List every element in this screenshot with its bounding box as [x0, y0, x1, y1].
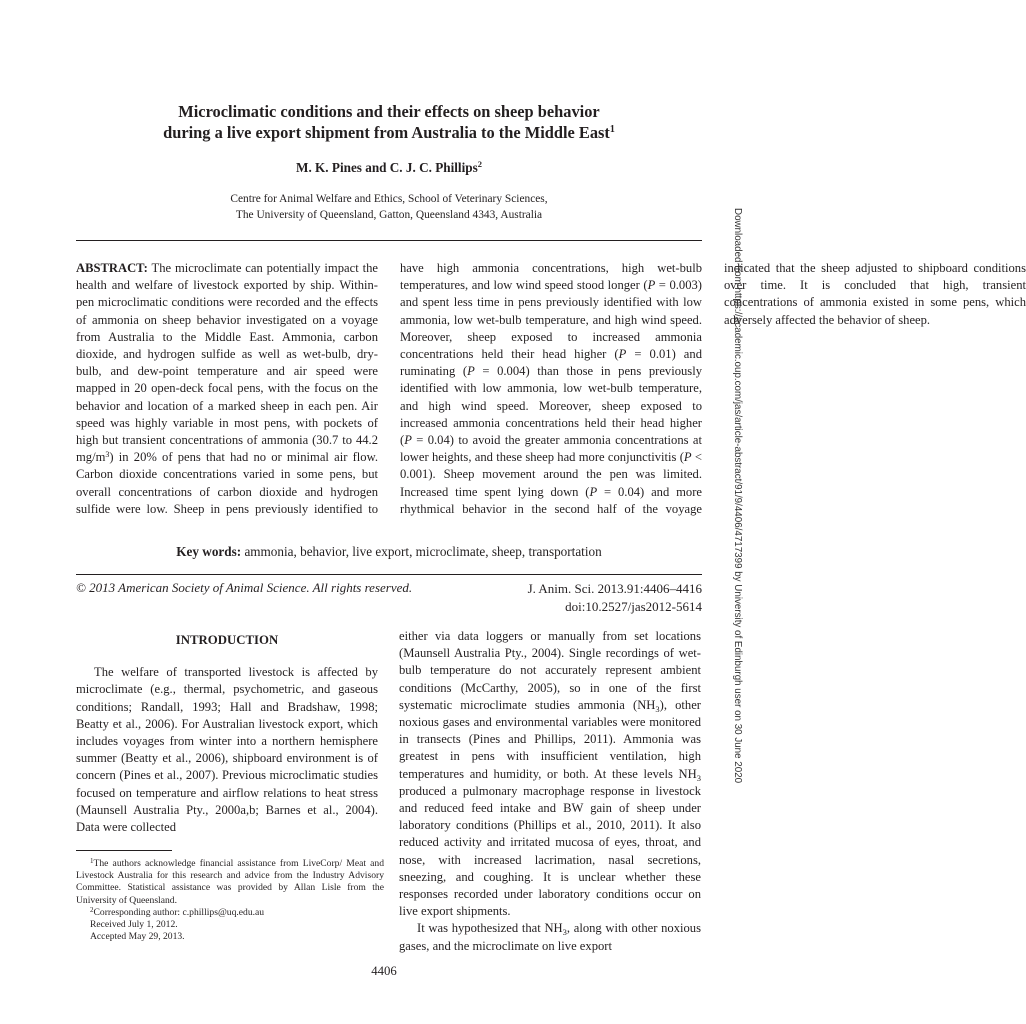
- intro-paragraph-1: The welfare of transported livestock is affected by microclimate (e.g., thermal, psychometric, and gaseous conditions; Randall, 1993; Hall and Bradshaw, 1998; Beatty et al., 2006). For Australian livestock export, which includes voyages from winter into a northern hemisphere summer (Beatty et al., 2006), shipboard environment is of concern (Pines et al., 2007). Previous microclimatic studies focused on temperature and airflow relations to heat stress (Maunsell Australia Pty., 2000a,b; Barnes et al., 2004). Data were collected: [76, 665, 378, 835]
- authors-text: M. K. Pines and C. J. C. Phillips: [296, 160, 478, 175]
- abstract-label: ABSTRACT:: [76, 261, 148, 275]
- abstract-block: [76, 260, 1026, 532]
- page-number: 4406: [371, 964, 397, 978]
- intro-paragraph-1-continued: either via data loggers or manually from set locations (Maunsell Australia Pty., 2004). Single recordings of wet-bulb temperature do not accurately represent ambient conditions (McCarthy, 2005), so in one of the first systematic microclimate studies ammonia $(NH_3)$, other noxious gases and environmental variables were monitored in transects (Pines and Phillips, 2011). Ammonia was greatest in pens with insufficient ventilation, high temperatures and humidity, or both. At these levels $NH_3$ produced a pulmonary macrophage response in livestock and reduced feed intake and BW gain of sheep under laboratory conditions (Phillips et al., 2010, 2011). It also reduced activity and irritated mucosa of eyes, throat, and nose, with increased lacrimation, nasal secretions, sneezing, and coughing. It is unclear whether these responses recorded under laboratory conditions occur on live export shipments.: [399, 629, 701, 919]
- affiliation-line-2: The University of Queensland, Gatton, Queensland 4343, Australia: [235, 209, 543, 221]
- bottom-divider: [76, 574, 702, 575]
- accepted-date: Accepted May 29, 2013.: [90, 931, 185, 943]
- title-line-1: Microclimatic conditions and their effects on sheep behavior: [178, 102, 600, 121]
- top-divider: [76, 240, 702, 241]
- author-list: [76, 160, 702, 176]
- body-column-left: [76, 632, 378, 836]
- footnote-2: $^2$Corresponding author: c.phillips@uq.edu.au: [90, 905, 265, 918]
- keywords-line: [76, 544, 702, 560]
- download-watermark: Downloaded from https://academic.oup.com/jas/article-abstract/91/9/4406/4717399 by University of Edinburgh user on 30 June 2020: [732, 208, 743, 784]
- received-date: Received July 1, 2012.: [90, 919, 178, 931]
- section-heading-introduction: INTRODUCTION: [175, 633, 279, 647]
- citation-text: J. Anim. Sci. 2013.91:4406–4416: [527, 581, 702, 596]
- abstract-paragraph: ABSTRACT: The microclimate can potentially impact the health and welfare of livestock exported by ship. Within-pen microclimatic conditions were recorded and the effects of ammonia on sheep behavior investigated on a voyage from Australia to the Middle East. Ammonia, carbon dioxide, and hydrogen sulfide as well as wet-bulb, dry-bulb, and dew-point temperature and air speed were mapped in 20 open-deck focal pens, with the focus on the behavior and location of a marked sheep in each pen. Air speed was highly variable in most pens, with pockets of high but transient concentrations of ammonia (30.7 to 44.2 $mg/m^3$) in 20% of pens that had no or minimal air flow. Carbon dioxide concentrations varied in some pens, but overall concentrations of carbon dioxide and hydrogen sulfide were low. Sheep in pens previously identified to have high ammonia concentrations, high wet-bulb temperatures, and low wind speed stood longer (P = 0.003) and spent less time in pens previously identified with low ammonia, low wet-bulb temperature, and high wind speed. Moreover, sheep exposed to increased ammonia concentrations held their head higher (P = 0.01) and ruminating (P = 0.004) than those in pens previously identified with low ammonia, low wet-bulb temperature, and high wind speed. Moreover, sheep exposed to increased ammonia concentrations held their head higher (P = 0.04) to avoid the greater ammonia concentrations at lower heights, and these sheep had more conjunctivitis (P < 0.001). Sheep movement around the pen was limited. Increased time spent lying down (P = 0.04) and more rhythmical behavior in the second half of the voyage indicated that the sheep adjusted to shipboard conditions over time. It is concluded that high, transient concentrations of ammonia existed in some pens, which adversely affected the behavior of sheep.: [76, 261, 1026, 516]
- title-line-2: during a live export shipment from Australia to the Middle East: [163, 123, 610, 142]
- footnote-1: $^1$The authors acknowledge financial assistance from LiveCorp/ Meat and Livestock Australia for this research and advice from the Industry Advisory Committee. Statistical assistance was provided by Allan Lisle from the University of Queensland.: [76, 857, 384, 906]
- corresponding-author-text: Corresponding author: c.phillips@uq.edu.au: [93, 906, 265, 918]
- keywords-text: ammonia, behavior, live export, microclimate, sheep, transportation: [241, 544, 602, 559]
- keywords-label: Key words:: [176, 544, 242, 559]
- title-footnote-mark: 1: [609, 124, 615, 135]
- body-column-right: [399, 628, 701, 955]
- doi-text: doi:10.2527/jas2012-5614: [565, 599, 702, 614]
- footnote-divider: [76, 850, 172, 851]
- affiliation-line-1: Centre for Animal Welfare and Ethics, School of Veterinary Sciences,: [230, 193, 548, 205]
- copyright-notice: © 2013 American Society of Animal Science. All rights reserved.: [76, 580, 413, 595]
- footnotes: [76, 858, 384, 943]
- article-title: [76, 101, 702, 143]
- intro-paragraph-2: It was hypothesized that $NH_3$, along with other noxious gases, and the microclimate on live export: [399, 921, 701, 953]
- author-footnote-mark: 2: [477, 159, 482, 169]
- journal-citation: [422, 580, 702, 616]
- affiliation: [76, 191, 702, 223]
